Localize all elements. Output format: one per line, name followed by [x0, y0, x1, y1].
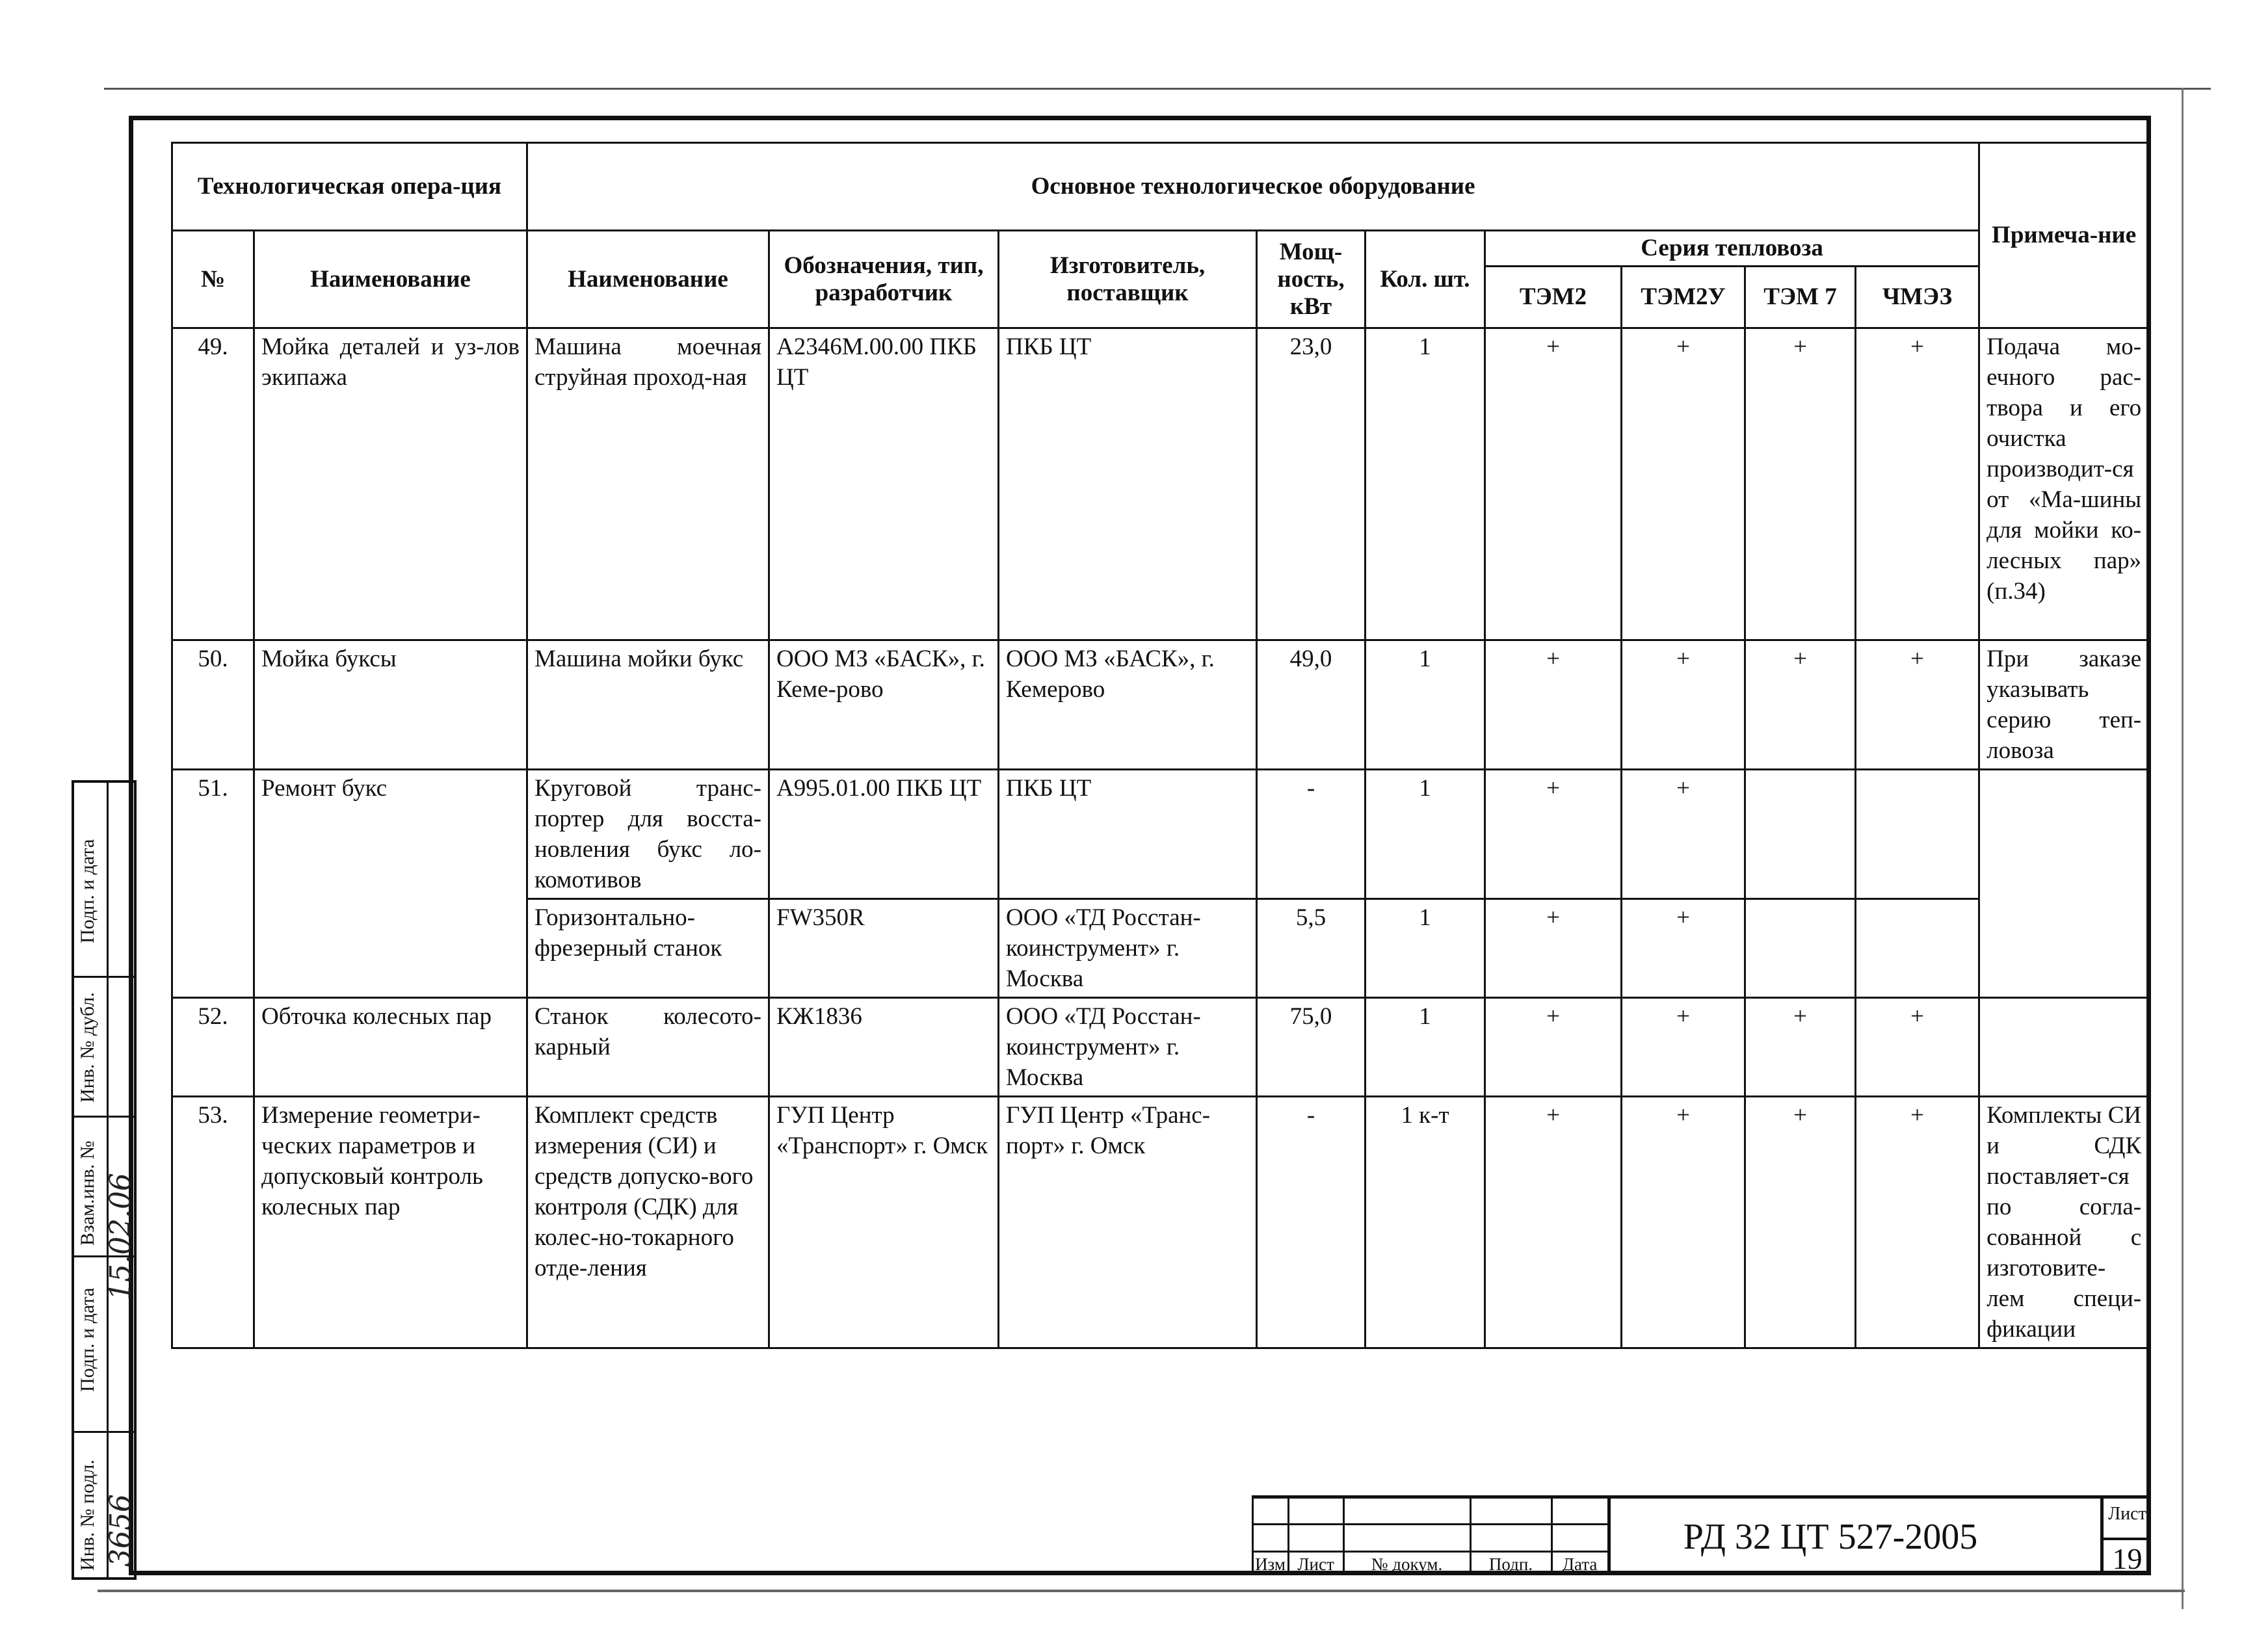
cell-s2: + — [1622, 770, 1745, 899]
equipment-table — [171, 142, 2150, 1349]
cell-qty: 1 к-т — [1366, 1097, 1485, 1348]
cell-power: - — [1257, 1097, 1366, 1348]
cell-manufacturer: ООО «ТД Росстан-коинструмент» г. Москва — [999, 899, 1257, 998]
header-series: Серия тепловоза — [1485, 231, 1979, 267]
cell-qty: 1 — [1366, 770, 1485, 899]
cell-power: - — [1257, 770, 1366, 899]
cell-equipment: Комплект средств измерения (СИ) и средств допуско-вого контроля (СДК) для колес-но-токарного отде-ления — [527, 1097, 769, 1348]
cell-s1: + — [1485, 899, 1622, 998]
cell-operation: Измерение геометри-ческих параметров и допусковый контроль колесных пар — [254, 1097, 527, 1348]
header-manufacturer: Изготовитель, поставщик — [999, 231, 1257, 328]
cell-s2: + — [1622, 640, 1745, 770]
cell-manufacturer: ПКБ ЦТ — [999, 770, 1257, 899]
title-caption-list: Лист — [1297, 1554, 1334, 1574]
cell-s1: + — [1485, 640, 1622, 770]
cell-s1: + — [1485, 1097, 1622, 1348]
header-series-chme3: ЧМЭЗ — [1856, 267, 1979, 328]
side-label-original-inventory: Инв. № подл. — [77, 1460, 98, 1571]
header-series-tem2: ТЭМ2 — [1485, 267, 1622, 328]
cell-num: 51. — [172, 770, 254, 998]
header-qty: Кол. шт. — [1366, 231, 1485, 328]
cell-s3 — [1745, 770, 1856, 899]
cell-s1: + — [1485, 998, 1622, 1097]
header-power: Мощ-ность, кВт — [1257, 231, 1366, 328]
cell-s2: + — [1622, 1097, 1745, 1348]
cell-operation: Обточка колесных пар — [254, 998, 527, 1097]
cell-note: При заказе указывать серию теп-ловоза — [1979, 640, 2149, 770]
sheet-divider — [2104, 1538, 2151, 1540]
cell-s4: + — [1856, 998, 1979, 1097]
cell-power: 23,0 — [1257, 328, 1366, 640]
cell-manufacturer: ООО МЗ «БАСК», г. Кемерово — [999, 640, 1257, 770]
cell-num: 50. — [172, 640, 254, 770]
sheet-label: Лист — [2108, 1504, 2146, 1524]
header-tech-operation: Технологическая опера-ция — [172, 143, 527, 231]
cell-s2: + — [1622, 328, 1745, 640]
cell-s4: + — [1856, 640, 1979, 770]
header-note: Примеча-ние — [1979, 143, 2149, 328]
cell-num: 52. — [172, 998, 254, 1097]
cell-s3: + — [1745, 998, 1856, 1097]
cell-s3: + — [1745, 640, 1856, 770]
header-series-tem2u: ТЭМ2У — [1622, 267, 1745, 328]
cell-manufacturer: ГУП Центр «Транс-порт» г. Омск — [999, 1097, 1257, 1348]
cell-note: Подача мо-ечного рас-твора и его очистка производит-ся от «Ма-шины для мойки ко-лесных пар» (п.34) — [1979, 328, 2149, 640]
cell-s1: + — [1485, 770, 1622, 899]
cell-designation: ООО МЗ «БАСК», г. Кеме-рово — [769, 640, 999, 770]
header-num: № — [172, 231, 254, 328]
cell-s4: + — [1856, 328, 1979, 640]
table-row — [172, 998, 2149, 1097]
page-right-rule — [2182, 88, 2184, 1609]
header-eq-name: Наименование — [527, 231, 769, 328]
cell-designation: А995.01.00 ПКБ ЦТ — [769, 770, 999, 899]
cell-equipment: Горизонтально-фрезерный станок — [527, 899, 769, 998]
title-caption-sign: Подп. — [1488, 1554, 1533, 1574]
table-row — [172, 1097, 2149, 1348]
cell-s3: + — [1745, 1097, 1856, 1348]
cell-s3 — [1745, 899, 1856, 998]
cell-note — [1979, 998, 2149, 1097]
title-block — [1252, 1495, 2151, 1575]
page-bottom-rule — [98, 1590, 2185, 1592]
cell-power: 5,5 — [1257, 899, 1366, 998]
cell-equipment: Станок колесото-карный — [527, 998, 769, 1097]
cell-note: Комплекты СИ и СДК поставляет-ся по согла-сованной с изготовите-лем специ-фикации — [1979, 1097, 2149, 1348]
cell-designation: КЖ1836 — [769, 998, 999, 1097]
table-row — [172, 640, 2149, 770]
side-label-dup-inventory: Инв. № дубл. — [77, 992, 98, 1103]
cell-s4: + — [1856, 1097, 1979, 1348]
handwritten-inventory: 3656 — [104, 1494, 137, 1567]
document-code: РД 32 ЦТ 527-2005 — [1683, 1517, 1978, 1557]
cell-s2: + — [1622, 899, 1745, 998]
side-label-signature-date-2: Подп. и дата — [77, 1287, 98, 1392]
title-caption-izm: Изм — [1255, 1554, 1286, 1574]
sheet-number: 19 — [2112, 1542, 2143, 1575]
handwritten-date: 15.02.06 — [104, 1173, 137, 1300]
cell-qty: 1 — [1366, 899, 1485, 998]
cell-note — [1979, 770, 2149, 998]
cell-operation: Мойка деталей и уз-лов экипажа — [254, 328, 527, 640]
cell-num: 53. — [172, 1097, 254, 1348]
cell-qty: 1 — [1366, 640, 1485, 770]
cell-equipment: Машина моечная струйная проход-ная — [527, 328, 769, 640]
cell-qty: 1 — [1366, 328, 1485, 640]
cell-s1: + — [1485, 328, 1622, 640]
table-row — [172, 328, 2149, 640]
cell-s4 — [1856, 770, 1979, 899]
page-top-rule — [104, 88, 2211, 90]
header-op-name: Наименование — [254, 231, 527, 328]
cell-s4 — [1856, 899, 1979, 998]
cell-manufacturer: ООО «ТД Росстан-коинструмент» г. Москва — [999, 998, 1257, 1097]
side-stamp-section — [74, 783, 134, 978]
side-label-signature-date: Подп. и дата — [77, 839, 98, 943]
cell-power: 49,0 — [1257, 640, 1366, 770]
cell-designation: FW350R — [769, 899, 999, 998]
cell-s3: + — [1745, 328, 1856, 640]
cell-power: 75,0 — [1257, 998, 1366, 1097]
title-block-revision-grid — [1252, 1499, 1609, 1575]
grid-line — [1252, 1523, 1609, 1525]
cell-qty: 1 — [1366, 998, 1485, 1097]
cell-manufacturer: ПКБ ЦТ — [999, 328, 1257, 640]
cell-equipment: Машина мойки букс — [527, 640, 769, 770]
cell-num: 49. — [172, 328, 254, 640]
table-row — [172, 770, 2149, 899]
cell-equipment: Круговой транс-портер для восста-новления букс ло-комотивов — [527, 770, 769, 899]
title-caption-doc: № докум. — [1371, 1554, 1443, 1574]
header-series-tem7: ТЭМ 7 — [1745, 267, 1856, 328]
header-main-equipment: Основное технологическое оборудование — [527, 143, 1979, 231]
title-caption-date: Дата — [1562, 1554, 1598, 1574]
grid-line — [1252, 1551, 1609, 1553]
side-stamp-section — [74, 978, 134, 1118]
cell-operation: Ремонт букс — [254, 770, 527, 998]
header-designation: Обозначения, тип, разработчик — [769, 231, 999, 328]
sheet-box — [2100, 1499, 2151, 1575]
side-label-replace-inventory: Взам.инв. № — [77, 1140, 98, 1246]
cell-designation: А2346М.00.00 ПКБ ЦТ — [769, 328, 999, 640]
cell-operation: Мойка буксы — [254, 640, 527, 770]
cell-s2: + — [1622, 998, 1745, 1097]
cell-designation: ГУП Центр «Транспорт» г. Омск — [769, 1097, 999, 1348]
